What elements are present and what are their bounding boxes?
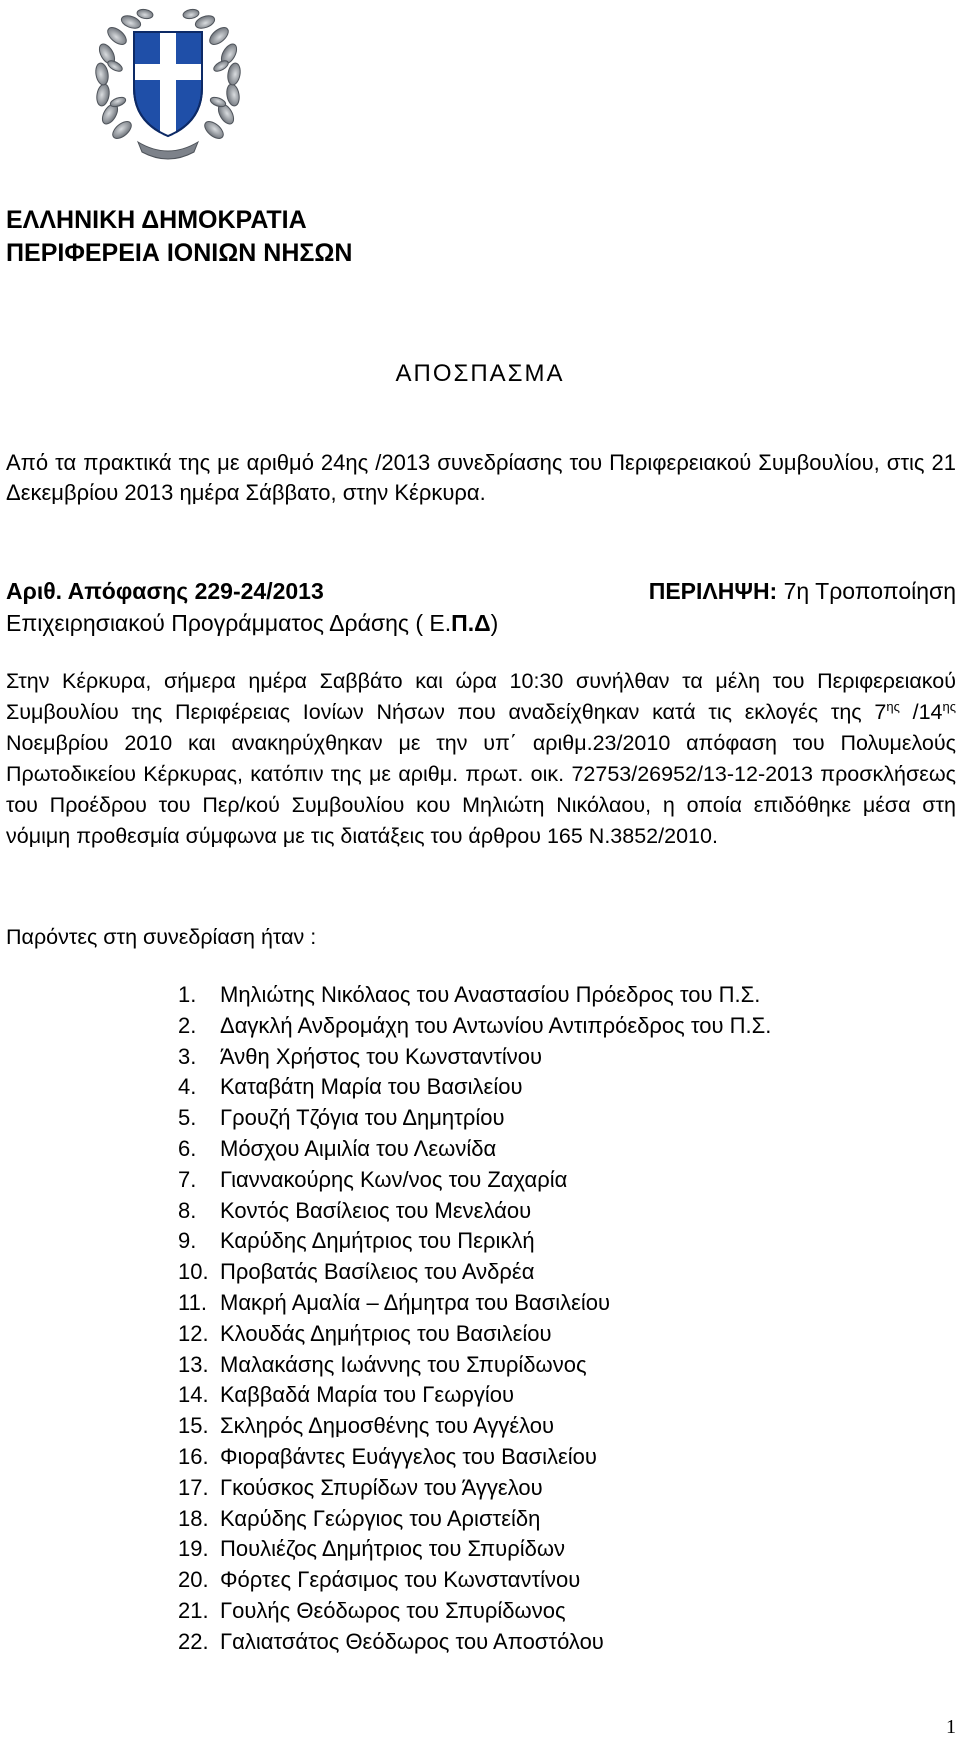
list-item-number: 12. bbox=[178, 1320, 209, 1346]
list-item-name: Γκούσκος Σπυρίδων του Άγγελου bbox=[220, 1474, 543, 1500]
list-item-name: Φόρτες Γεράσιμος του Κωνσταντίνου bbox=[220, 1567, 581, 1593]
list-item-number: 18. bbox=[178, 1505, 209, 1531]
list-item-name: Γιαννακούρης Κων/νος του Ζαχαρία bbox=[220, 1166, 568, 1192]
list-item-number: 3. bbox=[178, 1043, 197, 1069]
list-item-number: 9. bbox=[178, 1228, 197, 1254]
meeting-paragraph bbox=[6, 666, 956, 852]
list-item bbox=[178, 1257, 771, 1288]
list-item-number: 22. bbox=[178, 1628, 209, 1654]
list-item bbox=[178, 1596, 771, 1627]
list-item bbox=[178, 1134, 771, 1165]
meeting-text-3: Νοεμβρίου 2010 και ανακηρύχθηκαν με την υπ΄ αριθμ.23/2010 απόφαση του Πολυμελούς Πρωτοδικείου Κέρκυρας, κατόπιν της με αριθμ. πρωτ. οικ. 72753/26952/13-12-2013 προσκλήσεως του Προέδρου του Περ/κού Συμβουλίου κου Μηλιώτη Νικόλαου, η οποία επιδόθηκε μέσα στη νόμιμη προθεσμία σύμφωνα με τις διατάξεις του άρθρου 165 Ν.3852/2010. bbox=[6, 731, 956, 848]
list-item-name: Γαλιατσάτος Θεόδωρος του Αποστόλου bbox=[220, 1628, 604, 1654]
list-item bbox=[178, 1473, 771, 1504]
list-item-number: 16. bbox=[178, 1443, 209, 1469]
list-item-name: Δαγκλή Ανδρομάχη του Αντωνίου Αντιπρόεδρος του Π.Σ. bbox=[220, 1012, 772, 1038]
list-item bbox=[178, 1380, 771, 1411]
list-item-name: Καρύδης Γεώργιος του Αριστείδη bbox=[220, 1505, 541, 1531]
list-item-number: 1. bbox=[178, 982, 197, 1007]
list-item bbox=[178, 1196, 771, 1227]
list-item-name: Γρουζή Τζόγια του Δημητρίου bbox=[220, 1105, 505, 1131]
summary-text-4: ) bbox=[490, 610, 499, 636]
members-list bbox=[178, 980, 771, 1658]
intro-paragraph: Από τα πρακτικά της με αριθμό 24ης /2013 συνεδρίασης του Περιφερειακού Συμβουλίου, στις 21 Δεκεμβρίου 2013 ημέρα Σάββατο, στην Κέρκυρα. bbox=[6, 450, 956, 505]
list-item bbox=[178, 1350, 771, 1381]
meeting-text-2: /14 bbox=[899, 700, 943, 724]
list-item-number: 17. bbox=[178, 1474, 209, 1500]
list-item bbox=[178, 1319, 771, 1350]
ordinal-suffix-1: ης bbox=[886, 698, 900, 714]
list-item-number: 13. bbox=[178, 1351, 209, 1377]
list-item bbox=[178, 1411, 771, 1442]
present-heading: Παρόντες στη συνεδρίαση ήταν : bbox=[6, 925, 317, 949]
list-item bbox=[178, 1226, 771, 1257]
list-item bbox=[178, 1627, 771, 1658]
list-item-name: Άνθη Χρήστος του Κωνσταντίνου bbox=[220, 1043, 543, 1069]
document-title: ΑΠΟΣΠΑΣΜΑ bbox=[395, 360, 565, 387]
meeting-text-1: Στην Κέρκυρα, σήμερα ημέρα Σαββάτο και ώρα 10:30 συνήλθαν τα μέλη του Περιφερειακού Συμβουλίου της Περιφέρειας Ιονίων Νήσων που αναδείχθηκαν κατά τις εκλογές της 7 bbox=[6, 669, 956, 724]
list-item bbox=[178, 1165, 771, 1196]
page-number: 1 bbox=[946, 1716, 956, 1738]
list-item-number: 8. bbox=[178, 1197, 197, 1223]
list-item-number: 7. bbox=[178, 1166, 197, 1192]
list-item-number: 19. bbox=[178, 1536, 209, 1562]
list-item-name: Προβατάς Βασίλειος του Ανδρέα bbox=[220, 1259, 535, 1285]
list-item bbox=[178, 1565, 771, 1596]
list-item bbox=[178, 1072, 771, 1103]
list-item-name: Φιοραβάντες Ευάγγελος του Βασιλείου bbox=[220, 1443, 597, 1469]
header-country: ΕΛΛΗΝΙΚΗ ΔΗΜΟΚΡΑΤΙΑ bbox=[6, 206, 307, 234]
list-item-number: 10. bbox=[178, 1259, 209, 1285]
header-region: ΠΕΡΙΦΕΡΕΙΑ ΙΟΝΙΩΝ ΝΗΣΩΝ bbox=[6, 239, 353, 267]
list-item-name: Κοντός Βασίλειος του Μενελάου bbox=[220, 1197, 532, 1223]
list-item-name: Σκληρός Δημοσθένης του Αγγέλου bbox=[220, 1413, 555, 1439]
list-item-name: Πουλιέζος Δημήτριος του Σπυρίδων bbox=[220, 1536, 566, 1562]
list-item-number: 5. bbox=[178, 1105, 197, 1131]
list-item-number: 6. bbox=[178, 1135, 197, 1161]
list-item bbox=[178, 1042, 771, 1073]
list-item-number: 20. bbox=[178, 1567, 209, 1593]
summary-text-1: 7η Τροποποίηση bbox=[777, 578, 956, 604]
summary-label: ΠΕΡΙΛΗΨΗ: bbox=[648, 578, 778, 604]
issuing-authority bbox=[6, 204, 352, 270]
list-item-number: 11. bbox=[178, 1289, 207, 1315]
list-item bbox=[178, 1504, 771, 1535]
list-item-number: 14. bbox=[178, 1382, 209, 1408]
greek-state-emblem bbox=[82, 2, 254, 162]
list-item-name: Γουλής Θεόδωρος του Σπυρίδωνος bbox=[220, 1597, 566, 1623]
list-item-name: Μαλακάσης Ιωάννης του Σπυρίδωνος bbox=[220, 1351, 587, 1377]
list-item bbox=[178, 1011, 771, 1042]
summary-text-3: Π.Δ bbox=[451, 610, 491, 636]
list-item-name: Μόσχου Αιμιλία του Λεωνίδα bbox=[220, 1135, 497, 1161]
list-item bbox=[178, 1534, 771, 1565]
decision-block bbox=[6, 575, 956, 639]
list-item-number: 15. bbox=[178, 1413, 209, 1439]
list-item-number: 2. bbox=[178, 1012, 197, 1038]
decision-number: Αριθ. Απόφασης 229-24/2013 bbox=[6, 578, 324, 604]
list-item-name: Μακρή Αμαλία – Δήμητρα του Βασιλείου bbox=[220, 1289, 611, 1315]
list-item-number: 4. bbox=[178, 1074, 197, 1100]
list-item-name: Μηλιώτης Νικόλαος του Αναστασίου Πρόεδρος του Π.Σ. bbox=[220, 982, 761, 1007]
list-item-number: 21. bbox=[178, 1597, 209, 1623]
summary-text-2: Επιχειρησιακού Προγράμματος Δράσης ( Ε. bbox=[6, 610, 452, 636]
list-item bbox=[178, 980, 771, 1011]
list-item-name: Καββαδά Μαρία του Γεωργίου bbox=[220, 1382, 515, 1408]
list-item-name: Καταβάτη Μαρία του Βασιλείου bbox=[220, 1074, 523, 1100]
list-item bbox=[178, 1442, 771, 1473]
list-item-name: Καρύδης Δημήτριος του Περικλή bbox=[220, 1228, 535, 1254]
list-item bbox=[178, 1103, 771, 1134]
list-item bbox=[178, 1288, 771, 1319]
list-item-name: Κλουδάς Δημήτριος του Βασιλείου bbox=[220, 1320, 552, 1346]
ordinal-suffix-2: ης bbox=[942, 698, 956, 714]
